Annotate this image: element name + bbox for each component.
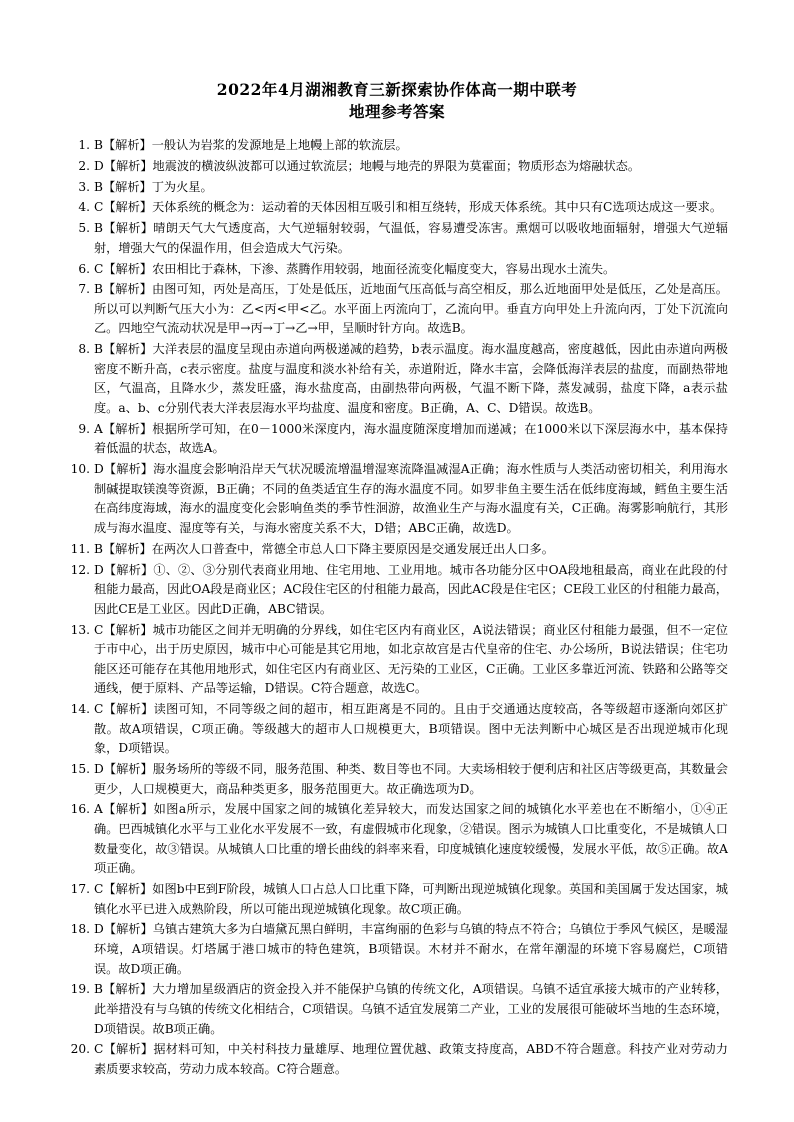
- answer-text: D【解析】乌镇古建筑大多为白墙黛瓦黑白鲜明，丰富绚丽的色彩与乌镇的特点不符合；乌镇位于季风气候区，是暖湿环境，A项错误。灯塔属于港口城市的特色建筑，B项错误。木材并不耐水，在常年潮湿的环境下容易腐烂，C项错误。故D项正确。: [94, 922, 728, 976]
- answer-text: C【解析】如图b中E到F阶段，城镇人口占总人口比重下降，可判断出现逆城镇化现象。英国和美国属于发达国家，城镇化水平已进入成熟阶段，所以可能出现逆城镇化现象。故C项正确。: [94, 881, 728, 916]
- answer-text: D【解析】①、②、③分别代表商业用地、住宅用地、工业用地。城市各功能分区中OA段地租最高，商业在此段的付租能力最高，因此OA段是商业区；AC段住宅区的付租能力最高，因此AC段是住宅区；CE段工业区的付租能力最高，因此CE是工业区。因此D正确，ABC错误。: [94, 562, 728, 616]
- answer-text: C【解析】农田相比于森林，下渗、蒸腾作用较弱，地面径流变化幅度变大，容易出现水土流失。: [94, 261, 616, 276]
- answer-text: B【解析】在两次人口普查中，常德全市总人口下降主要原因是交通发展迁出人口多。: [94, 541, 554, 556]
- answer-item: [62, 460, 728, 538]
- answer-number: 1.: [78, 138, 90, 152]
- answer-number: 2.: [78, 158, 90, 173]
- answer-item: [62, 280, 728, 339]
- answer-item: [62, 260, 728, 280]
- answer-number: 17.: [70, 881, 90, 896]
- answer-number: 19.: [70, 982, 90, 997]
- answer-text: B【解析】一般认为岩浆的发源地是上地幔上部的软流层。: [94, 138, 408, 152]
- answer-text: C【解析】城市功能区之间并无明确的分界线，如住宅区内有商业区，A说法错误；商业区付租能力最强，但不一定位于市中心，出于历史原因，城市中心可能是其它用地，如北京故宫是古代皇帝的住宅、办公场所，B说法错误；住宅功能区还可能存在其他用地形式，如住宅区内有商业区、无污染的工业区，C正确。工业区多靠近河流、铁路和公路等交通线，便于原料、产品等运输，D错误。C符合题意，故选C。: [94, 622, 728, 696]
- answer-item: [62, 136, 728, 156]
- answer-item: [62, 198, 728, 218]
- answer-text: B【解析】大洋表层的温度呈现由赤道向两极递减的趋势，b表示温度。海水温度越高，密度越低，因此由赤道向两极密度不断升高，c表示密度。盐度与温度和淡水补给有关，赤道附近，降水丰富，会降低海洋表层的盐度，而副热带地区，气温高，且降水少，蒸发旺盛，海水盐度高，由副热带向两极，气温不断下降，蒸发减弱，盐度下降，a表示盐度。a、b、c分别代表大洋表层海水平均盐度、温度和密度。B正确，A、C、D错误。故选B。: [94, 342, 728, 416]
- answer-item: [62, 157, 728, 177]
- answer-item: [62, 800, 728, 878]
- answer-text: B【解析】大力增加星级酒店的资金投入并不能保护乌镇的传统文化，A项错误。乌镇不适宜承接大城市的产业转移，此举措没有与乌镇的传统文化相结合，C项错误。乌镇不适宜发展第二产业，工业的发展很可能破坏当地的生态环境，D项错误。故B项正确。: [94, 982, 728, 1036]
- answer-item: [62, 760, 728, 799]
- document-title: 2022年4月湖湘教育三新探索协作体高一期中联考: [216, 80, 578, 99]
- answer-item: [62, 920, 728, 979]
- answer-number: 6.: [78, 261, 90, 276]
- answer-text: D【解析】服务场所的等级不同，服务范围、种类、数目等也不同。大卖场相较于便利店和社区店等级更高，其数量会更少，人口规模更大，商品种类更多，服务范围更大。故正确选项为D。: [94, 762, 728, 796]
- answer-number: 16.: [70, 802, 90, 817]
- answer-text: B【解析】丁为火星。: [94, 179, 213, 194]
- answer-text: B【解析】由图可知，丙处是高压，丁处是低压，近地面气压高低与高空相反，那么近地面甲处是低压，乙处是高压。所以可以判断气压大小为：乙<丙<甲<乙。水平面上丙流向丁，乙流向甲。垂直方向甲处上升流向丙，丁处下沉流向乙。四地空气流动状况是甲→丙→丁→乙→甲，呈顺时针方向。故选B。: [94, 282, 728, 336]
- answer-item: [62, 621, 728, 699]
- answer-item: [62, 1040, 728, 1079]
- answer-item: [62, 880, 728, 919]
- answer-text: D【解析】地震波的横波纵波都可以通过软流层；地幔与地壳的界限为莫霍面；物质形态为熔融状态。: [94, 158, 641, 173]
- answer-item: [62, 219, 728, 258]
- answer-item: [62, 540, 728, 560]
- answer-item: [62, 980, 728, 1039]
- answer-text: D【解析】海水温度会影响沿岸天气状况暖流增温增湿寒流降温减湿A正确；海水性质与人类活动密切相关，利用海水制碱提取镁溴等资源，B正确；不同的鱼类适宜生存的海水温度不同。如罗非鱼主要生活在低纬度海域，鳕鱼主要生活在高纬度海域，海水的温度变化会影响鱼类的季节性洄游，故渔业生产与海水温度有关，C正确。海雾影响航行，其形成与海水温度、湿度等有关，与海水密度关系不大，D错；ABC正确，故选D。: [94, 462, 728, 535]
- answer-text: C【解析】天体系统的概念为：运动着的天体因相互吸引和相互绕转，形成天体系统。其中只有C选项达成这一要求。: [94, 200, 723, 215]
- answer-number: 10.: [70, 462, 90, 477]
- answer-item: [62, 340, 728, 418]
- answer-number: 4.: [78, 200, 90, 215]
- answer-text: C【解析】据材料可知，中关村科技力量雄厚、地理位置优越、政策支持度高，ABD不符合题意。科技产业对劳动力素质要求较高，劳动力成本较高。C符合题意。: [94, 1042, 728, 1076]
- answer-number: 11.: [70, 541, 90, 556]
- answer-number: 15.: [70, 762, 90, 777]
- answer-item: [62, 700, 728, 759]
- answer-item: [62, 178, 728, 198]
- document-subtitle: 地理参考答案: [348, 102, 445, 121]
- answer-number: 20.: [70, 1042, 90, 1057]
- answer-number: 18.: [70, 922, 90, 937]
- answer-number: 8.: [78, 342, 90, 357]
- answer-number: 5.: [78, 221, 90, 236]
- answer-number: 14.: [70, 702, 90, 717]
- answer-item: [62, 561, 728, 620]
- answer-number: 9.: [78, 421, 90, 436]
- answer-list: [62, 136, 728, 1081]
- answer-item: [62, 420, 728, 459]
- answer-number: 7.: [78, 282, 90, 297]
- answer-number: 13.: [70, 622, 90, 637]
- answer-number: 12.: [70, 562, 90, 577]
- answer-text: B【解析】晴朗天气大气透度高，大气逆辐射较弱，气温低，容易遭受冻害。熏烟可以吸收地面辐射，增强大气逆辐射，增强大气的保温作用，但会造成大气污染。: [94, 221, 728, 255]
- answer-text: C【解析】读图可知，不同等级之间的超市，相互距离是不同的。且由于交通通达度较高，各等级超市逐渐向郊区扩散。故A项错误，C项正确。等级越大的超市人口规模更大，B项错误。图中无法判断中心城区是否出现逆城市化现象，D项错误。: [94, 702, 728, 756]
- answer-text: A【解析】如图a所示，发展中国家之间的城镇化差异较大，而发达国家之间的城镇化水平差也在不断缩小，①④正确。巴西城镇化水平与工业化水平发展不一致，有虚假城市化现象，②错误。图示为城镇人口比重变化，不是城镇人口数量变化，故③错误。从城镇人口比重的增长曲线的斜率来看，印度城镇化速度较缓慢，发展水平低，故⑤正确。故A项正确。: [94, 802, 728, 876]
- answer-text: A【解析】根据所学可知，在0－1000米深度内，海水温度随深度增加而递减；在1000米以下深层海水中，基本保持着低温的状态，故选A。: [94, 421, 728, 456]
- answer-number: 3.: [78, 179, 90, 194]
